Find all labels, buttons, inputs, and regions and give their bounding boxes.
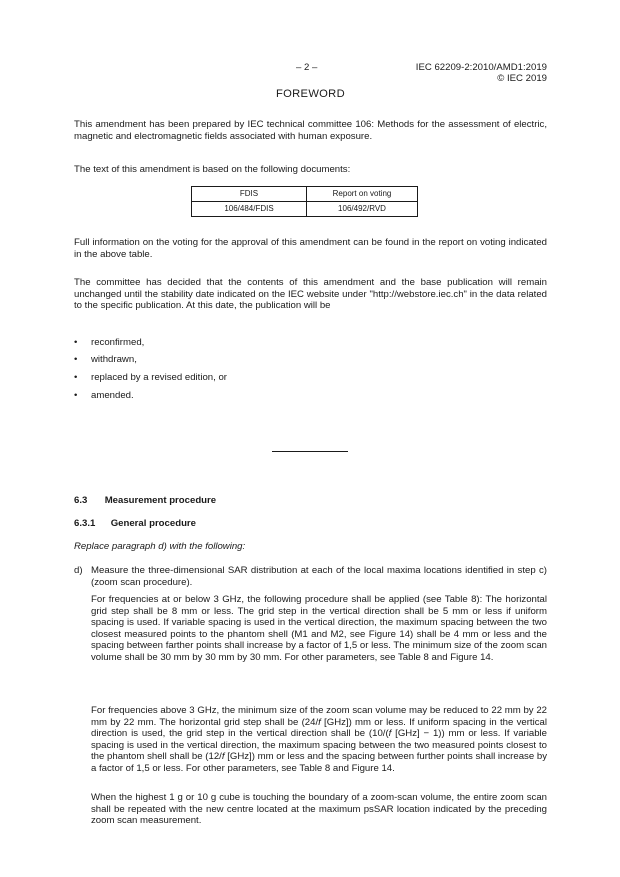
text-run: For frequencies above 3 GHz, the minimum size of the zoom scan volume may be reduced to 22 mm by 22 mm by 22 mm. The horizontal grid step shall be (24/ <box>91 705 547 728</box>
list-item-text: amended. <box>91 390 134 401</box>
bullet-glyph: • <box>74 354 78 365</box>
text-run: [GHz]) mm or less. If uniform spacing in the vertical direction is used, the grid step in the vertical direction shall be (10/( <box>91 716 547 740</box>
table-cell: 106/492/RVD <box>307 202 418 217</box>
paragraph-below-3ghz: For frequencies at or below 3 GHz, the following procedure shall be applied (see Table 8): The horizontal grid step shall be 8 mm or less. The grid step in the vertical direction shall be 5 mm or less if uniform spacing is used. If variable spacing is used in the vertical direction, the maximum spacing between the two closest measured points to the phantom shell (M1 and M2, see Figure 14) shall be 4 mm or less and the spacing between farther points shall increase by a factor of 1,5 or less. The minimum size of the zoom scan volume shall be 30 mm by 30 mm by 30 mm. For other parameters, see Table 8 and Figure 14. <box>91 594 547 663</box>
frequency-symbol: f <box>318 716 321 728</box>
list-item-text: withdrawn, <box>91 354 137 365</box>
table-header-cell: Report on voting <box>307 187 418 202</box>
foreword-title: FOREWORD <box>276 88 345 100</box>
paragraph-above-3ghz <box>91 705 547 775</box>
table-header-row <box>192 187 418 202</box>
amendment-instruction: Replace paragraph d) with the following: <box>74 541 246 552</box>
list-item-text: replaced by a revised edition, or <box>91 372 227 383</box>
voting-info-text: Full information on the voting for the approval of this amendment can be found in the report on voting indicated in the above table. <box>74 237 547 260</box>
paragraph-cube: When the highest 1 g or 10 g cube is touching the boundary of a zoom-scan volume, the entire zoom scan shall be repeated with the new centre located at the maximum psSAR location indicated by the preceding zoom scan measurement. <box>91 792 547 827</box>
section-number: 6.3 <box>74 495 88 506</box>
subsection-heading <box>74 518 196 530</box>
copyright-notice: © IEC 2019 <box>497 73 547 84</box>
documents-table <box>191 186 418 217</box>
text-run: [GHz]) mm or less and the spacing between further points shall increase by a factor of 1,5 or less. For other parameters, see Table 8 and Figure 14. <box>91 751 547 774</box>
item-intro: Measure the three-dimensional SAR distribution at each of the local maxima locations identified in step c) (zoom scan procedure). <box>91 565 547 588</box>
item-label: d) <box>74 565 83 576</box>
bullet-glyph: • <box>74 390 78 401</box>
foreword-intro: This amendment has been prepared by IEC technical committee 106: Methods for the assessment of electric, magnetic and electromagnetic fields associated with human exposure. <box>74 119 547 142</box>
stability-text: The committee has decided that the contents of this amendment and the base publication will remain unchanged until the stability date indicated on the IEC website under "http://webstore.iec.ch" in the data related to the specific publication. At this date, the publication will be <box>74 277 547 312</box>
bullet-glyph: • <box>74 372 78 383</box>
text-run: [GHz] − 1)) mm or less. If variable spacing is used in the vertical direction, the maximum spacing between the two measured points closest to the phantom shell shall be (12/ <box>91 728 547 763</box>
table-row <box>192 202 418 217</box>
frequency-symbol: f <box>388 728 392 740</box>
bullet-glyph: • <box>74 337 78 348</box>
based-on-text: The text of this amendment is based on the following documents: <box>74 164 351 175</box>
subsection-title: General procedure <box>110 518 196 529</box>
table-cell: 106/484/FDIS <box>192 202 307 217</box>
list-item-text: reconfirmed, <box>91 337 145 348</box>
page-number: – 2 – <box>296 62 318 73</box>
section-heading <box>74 495 216 507</box>
frequency-symbol: f <box>221 751 225 763</box>
table-header-cell: FDIS <box>192 187 307 202</box>
document-page <box>74 0 547 877</box>
subsection-number: 6.3.1 <box>74 518 96 529</box>
separator-rule <box>272 451 348 452</box>
section-title: Measurement procedure <box>104 495 217 506</box>
document-reference: IEC 62209-2:2010/AMD1:2019 <box>415 62 547 73</box>
